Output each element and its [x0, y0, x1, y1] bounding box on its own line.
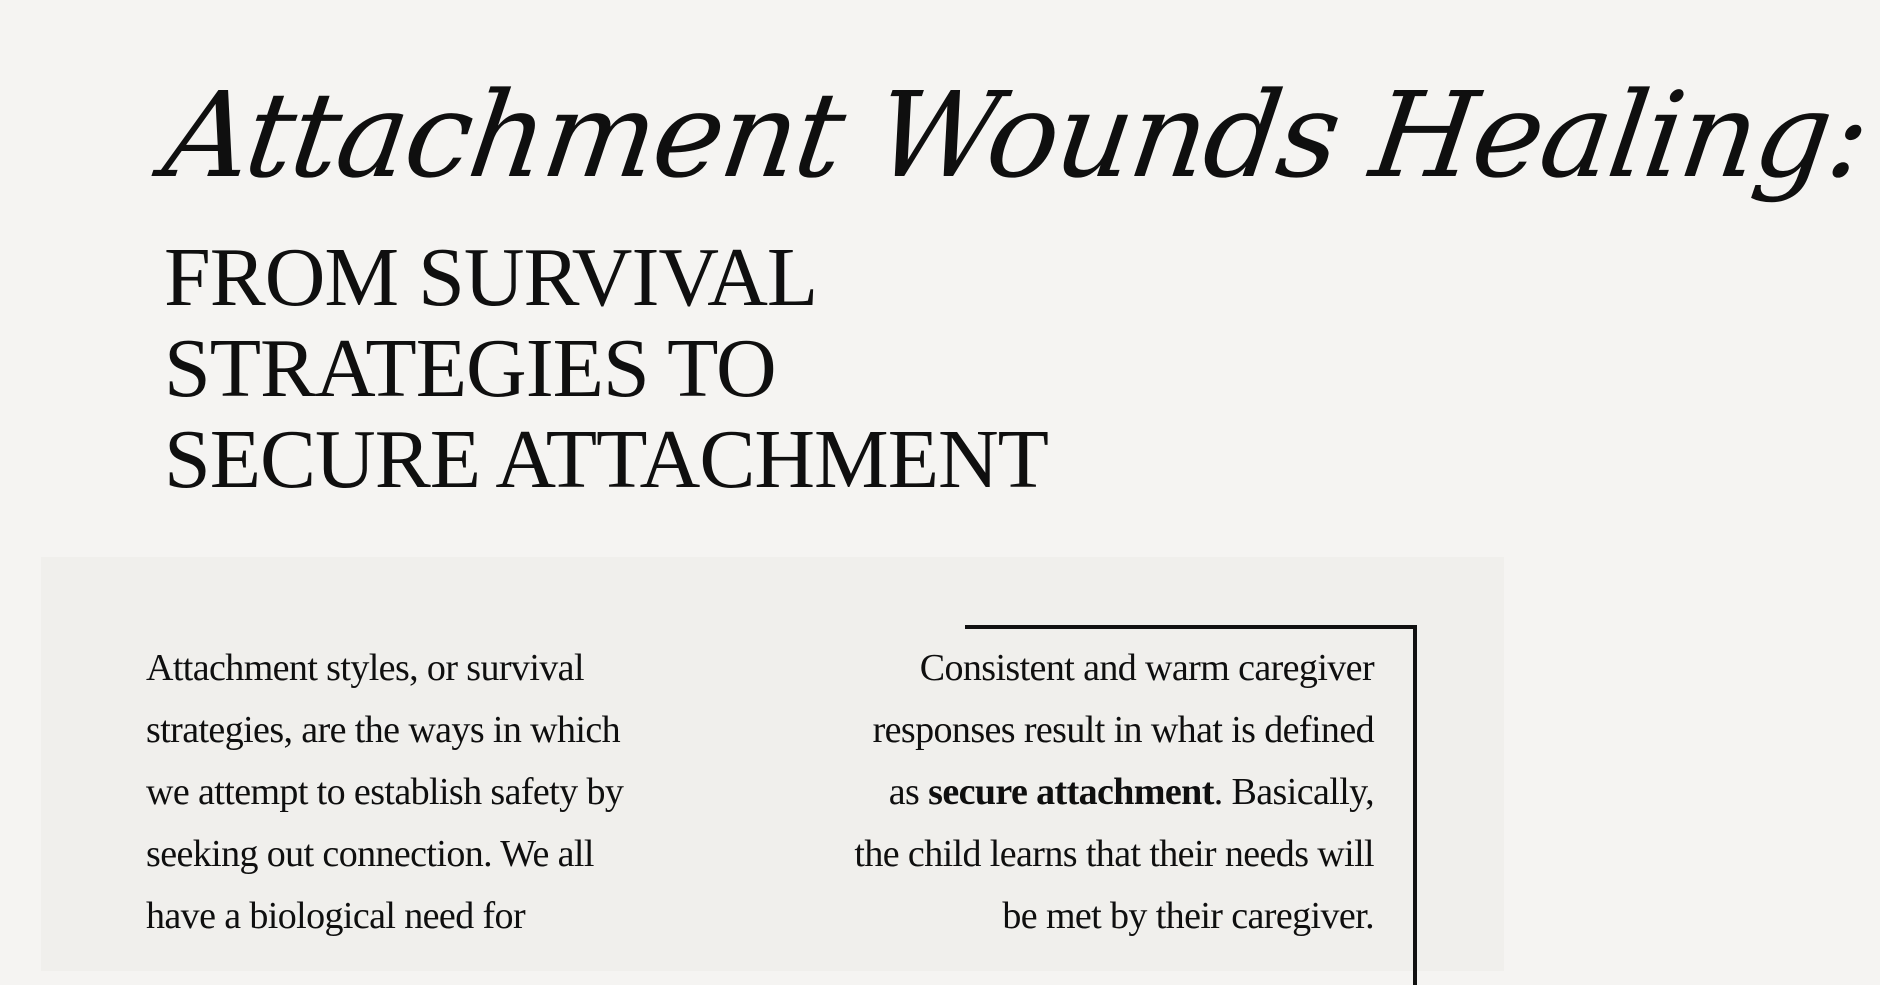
subtitle: [164, 232, 1164, 505]
right-paragraph: [741, 637, 1374, 947]
secure-attachment-term: secure attachment: [928, 771, 1214, 813]
right-line-3-prefix: as: [888, 771, 929, 813]
subtitle-line-2: STRATEGIES TO: [164, 322, 776, 415]
subtitle-line-3: SECURE ATTACHMENT: [164, 413, 1048, 506]
right-line-2: responses result in what is defined: [872, 709, 1374, 751]
right-line-5: be met by their caregiver.: [1002, 895, 1374, 937]
right-line-3-suffix: . Basically,: [1213, 771, 1374, 813]
subtitle-line-1: FROM SURVIVAL: [164, 231, 818, 324]
right-line-3: [741, 761, 1374, 823]
left-paragraph: Attachment styles, or survival strategies, are the ways in which we attempt to establish safety by seeking out connection. We all have a biological need for: [146, 647, 624, 937]
right-line-1: Consistent and warm caregiver: [919, 647, 1374, 689]
script-title: Attachment Wounds Healing:: [156, 66, 1877, 204]
content-panel: [41, 557, 1504, 971]
right-line-4: the child learns that their needs will: [854, 833, 1374, 875]
